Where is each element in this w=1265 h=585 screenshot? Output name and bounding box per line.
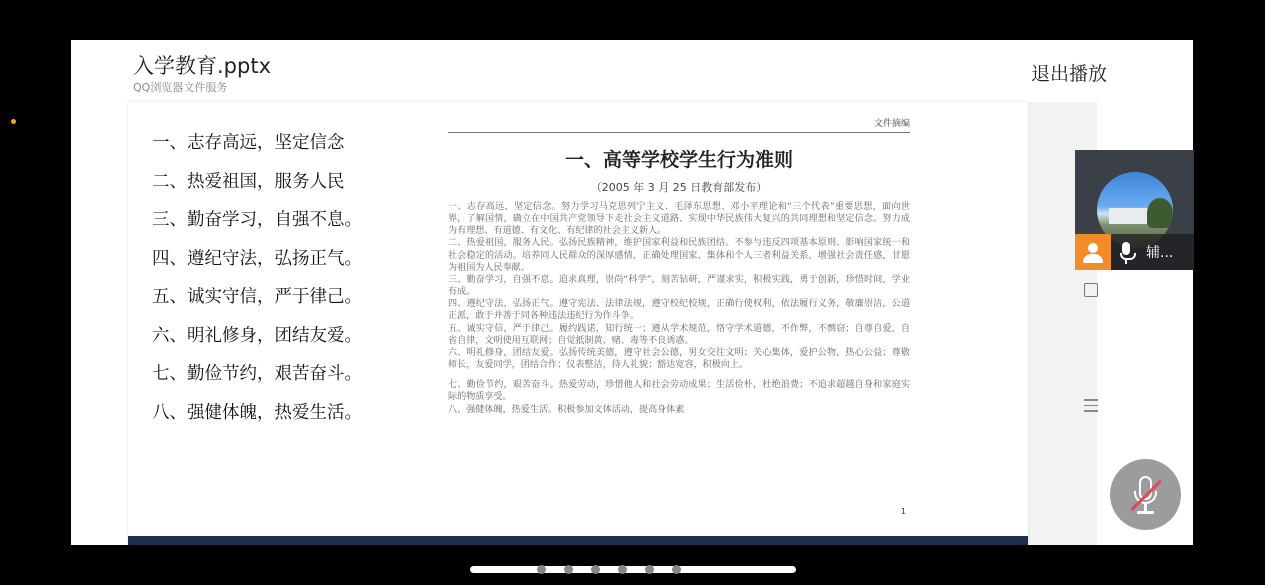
list-item: 四、遵纪守法，弘扬正气。 — [152, 248, 362, 269]
document-page-number: 1 — [900, 507, 906, 516]
document-excerpt — [448, 116, 910, 516]
list-item: 六、明礼修身，团结友爱。 — [152, 325, 362, 346]
mute-microphone-button[interactable] — [1110, 459, 1181, 530]
exit-playback-button[interactable]: 退出播放 — [1031, 63, 1108, 85]
document-paragraph: 五、诚实守信，严于律己。履约践诺，知行统一；遵从学术规范，恪守学术道德，不作弊，不剽窃；自尊自爱，自省自律，文明使用互联网；自觉抵制黄、赌、毒等不良诱惑。 — [448, 323, 910, 346]
page-dot[interactable] — [537, 565, 546, 574]
file-viewer — [71, 40, 1193, 545]
document-paragraph: 一、志存高远，坚定信念。努力学习马克思列宁主义、毛泽东思想、邓小平理论和“三个代表”重要思想，面向世界，了解国情，确立在中国共产党领导下走社会主义道路、实现中华民族伟大复兴的共同理想和坚定信念。努力成为有理想、有道德、有文化、有纪律的社会主义新人。 — [448, 202, 910, 237]
file-title: 入学教育.pptx — [133, 54, 271, 78]
slide-footer-bar — [128, 536, 1028, 545]
slide-page-dots — [537, 565, 699, 574]
document-paragraph: 七、勤俭节约，艰苦奋斗。热爱劳动，珍惜他人和社会劳动成果；生活俭朴，杜绝浪费；不追求超越自身和家庭实际的物质享受。 — [448, 380, 910, 403]
list-item: 二、热爱祖国，服务人民 — [152, 171, 345, 192]
list-item: 一、志存高远，坚定信念 — [152, 133, 345, 153]
slide[interactable] — [128, 102, 1028, 545]
page-dot[interactable] — [591, 565, 600, 574]
file-service-label: QQ浏览器文件服务 — [133, 81, 228, 94]
video-tile[interactable] — [1075, 150, 1194, 270]
slide-area — [128, 102, 1133, 545]
participant-name: 辅... — [1146, 245, 1174, 261]
status-dot — [11, 119, 16, 124]
document-paragraph: 二、热爱祖国，服务人民。弘扬民族精神，维护国家利益和民族团结。不参与违反四项基本原则、影响国家统一和社会稳定的活动。培养同人民群众的深厚感情，正确处理国家、集体和个人三者利益关系，增强社会责任感，甘愿为祖国为人民奉献。 — [448, 238, 910, 273]
document-paragraph: 三、勤奋学习，自强不息。追求真理，崇尚“科学”，刻苦钻研，严谨求实，积极实践，勇于创新，珍惜时间，学业有成。 — [448, 274, 910, 298]
document-date: （2005 年 3 月 25 日教育部发布） — [590, 181, 768, 194]
document-title: 一、高等学校学生行为准则 — [564, 149, 793, 171]
overview-square-icon[interactable] — [1084, 283, 1098, 297]
page-dot[interactable] — [672, 565, 681, 574]
document-body — [448, 201, 910, 416]
page-dot[interactable] — [618, 565, 627, 574]
list-item: 八、强健体魄，热爱生活。 — [152, 402, 362, 423]
page-dot[interactable] — [564, 565, 573, 574]
document-paragraph: 六、明礼修身，团结友爱。弘扬传统美德，遵守社会公德，男女交往文明；关心集体，爱护公物，热心公益；尊敬师长，友爱同学，团结合作；仪表整洁，待人礼貌；豁达宽容，积极向上。 — [448, 347, 910, 371]
document-paragraph: 四、遵纪守法，弘扬正气。遵守宪法、法律法规，遵守校纪校规，正确行使权利，依法履行义务，敬廉崇洁，公道正派，敢于并善于同各种违法违纪行为作斗争。 — [448, 299, 910, 322]
list-item: 三、勤奋学习，自强不息。 — [152, 210, 362, 230]
user-icon — [1075, 234, 1111, 270]
page-dot[interactable] — [645, 565, 654, 574]
document-paragraph: 八、强健体魄，热爱生活。积极参加文体活动，提高身体素 — [448, 404, 685, 415]
list-item: 七、勤俭节约，艰苦奋斗。 — [152, 364, 362, 384]
list-item: 五、诚实守信，严于律己。 — [152, 287, 362, 307]
document-header: 文件摘编 — [448, 116, 910, 133]
principles-list — [152, 132, 362, 440]
menu-icon[interactable] — [1084, 399, 1098, 416]
